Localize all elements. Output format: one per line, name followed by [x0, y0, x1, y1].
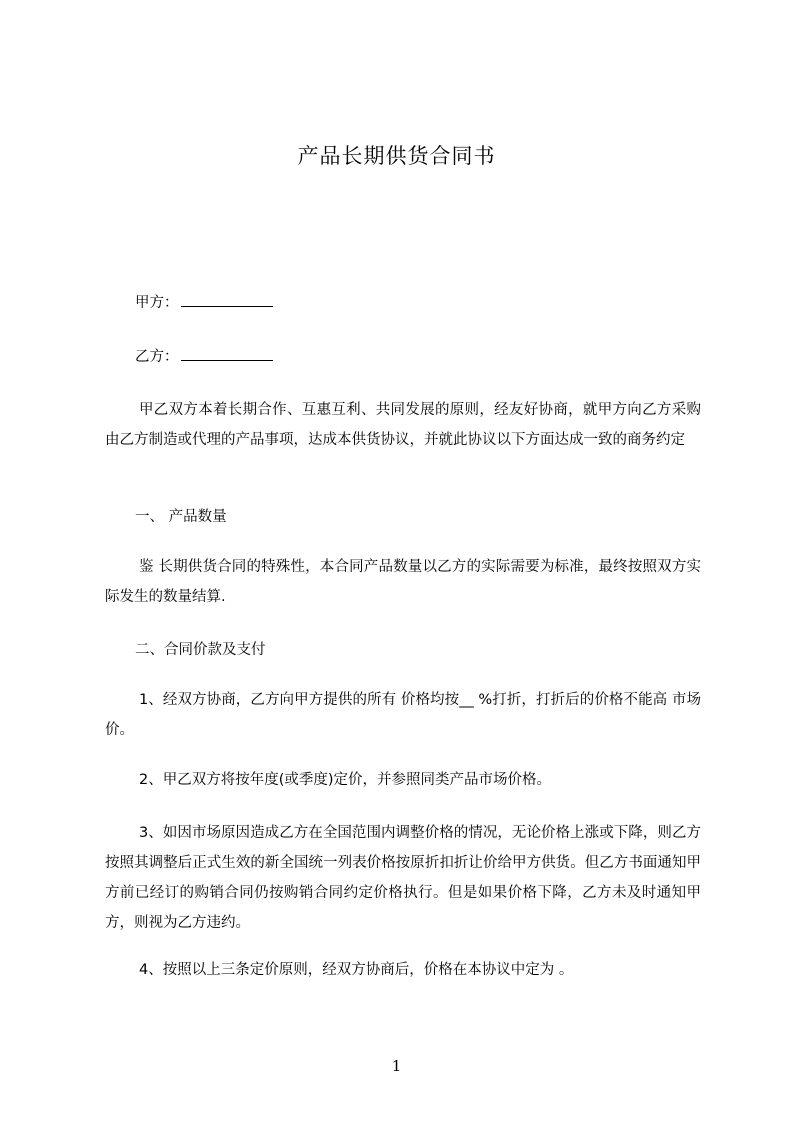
section-1-heading: 一、 产品数量 [135, 509, 227, 525]
clause-2-paragraph: 2、甲乙双方将按年度(或季度)定价，并参照同类产品市场价格。 [139, 772, 552, 788]
party-b-blank [181, 359, 273, 361]
intro-paragraph: 甲乙双方本着长期合作、互惠互利、共同发展的原则，经友好协商，就甲方向乙方采购由乙方制造或代理的产品事项，达成本供货协议，并就此协议以下方面达成一致的商务约定 [105, 402, 701, 448]
clause-3-paragraph: 3、如因市场原因造成乙方在全国范围内调整价格的情况，无论价格上涨或下降，则乙方按照其调整后正式生效的新全国统一列表价格按原折扣折让价给甲方供货。但乙方书面通知甲方前已经订的购销合同仍按购销合同约定价格执行。但是如果价格下降，乙方未及时通知甲方，则视为乙方违约。 [105, 825, 701, 931]
section-1-paragraph: 鉴 长期供货合同的特殊性，本合同产品数量以乙方的实际需要为标准，最终按照双方实际发生的数量结算. [105, 559, 701, 605]
party-b-label: 乙方： [135, 349, 179, 365]
party-a-blank [181, 305, 273, 307]
page-number: 1 [391, 1057, 402, 1075]
party-a-label: 甲方： [135, 295, 179, 311]
section-2-heading: 二、合同价款及支付 [135, 642, 266, 658]
document-title: 产品长期供货合同书 [297, 144, 496, 168]
clause-1-paragraph: 1、经双方协商，乙方向甲方提供的所有 价格均按__ %打折，打折后的价格不能高 市场价。 [105, 692, 701, 738]
party-a-line [135, 291, 273, 312]
party-b-line [135, 345, 273, 366]
clause-4-paragraph: 4、按照以上三条定价原则，经双方协商后，价格在本协议中定为 。 [139, 962, 574, 978]
